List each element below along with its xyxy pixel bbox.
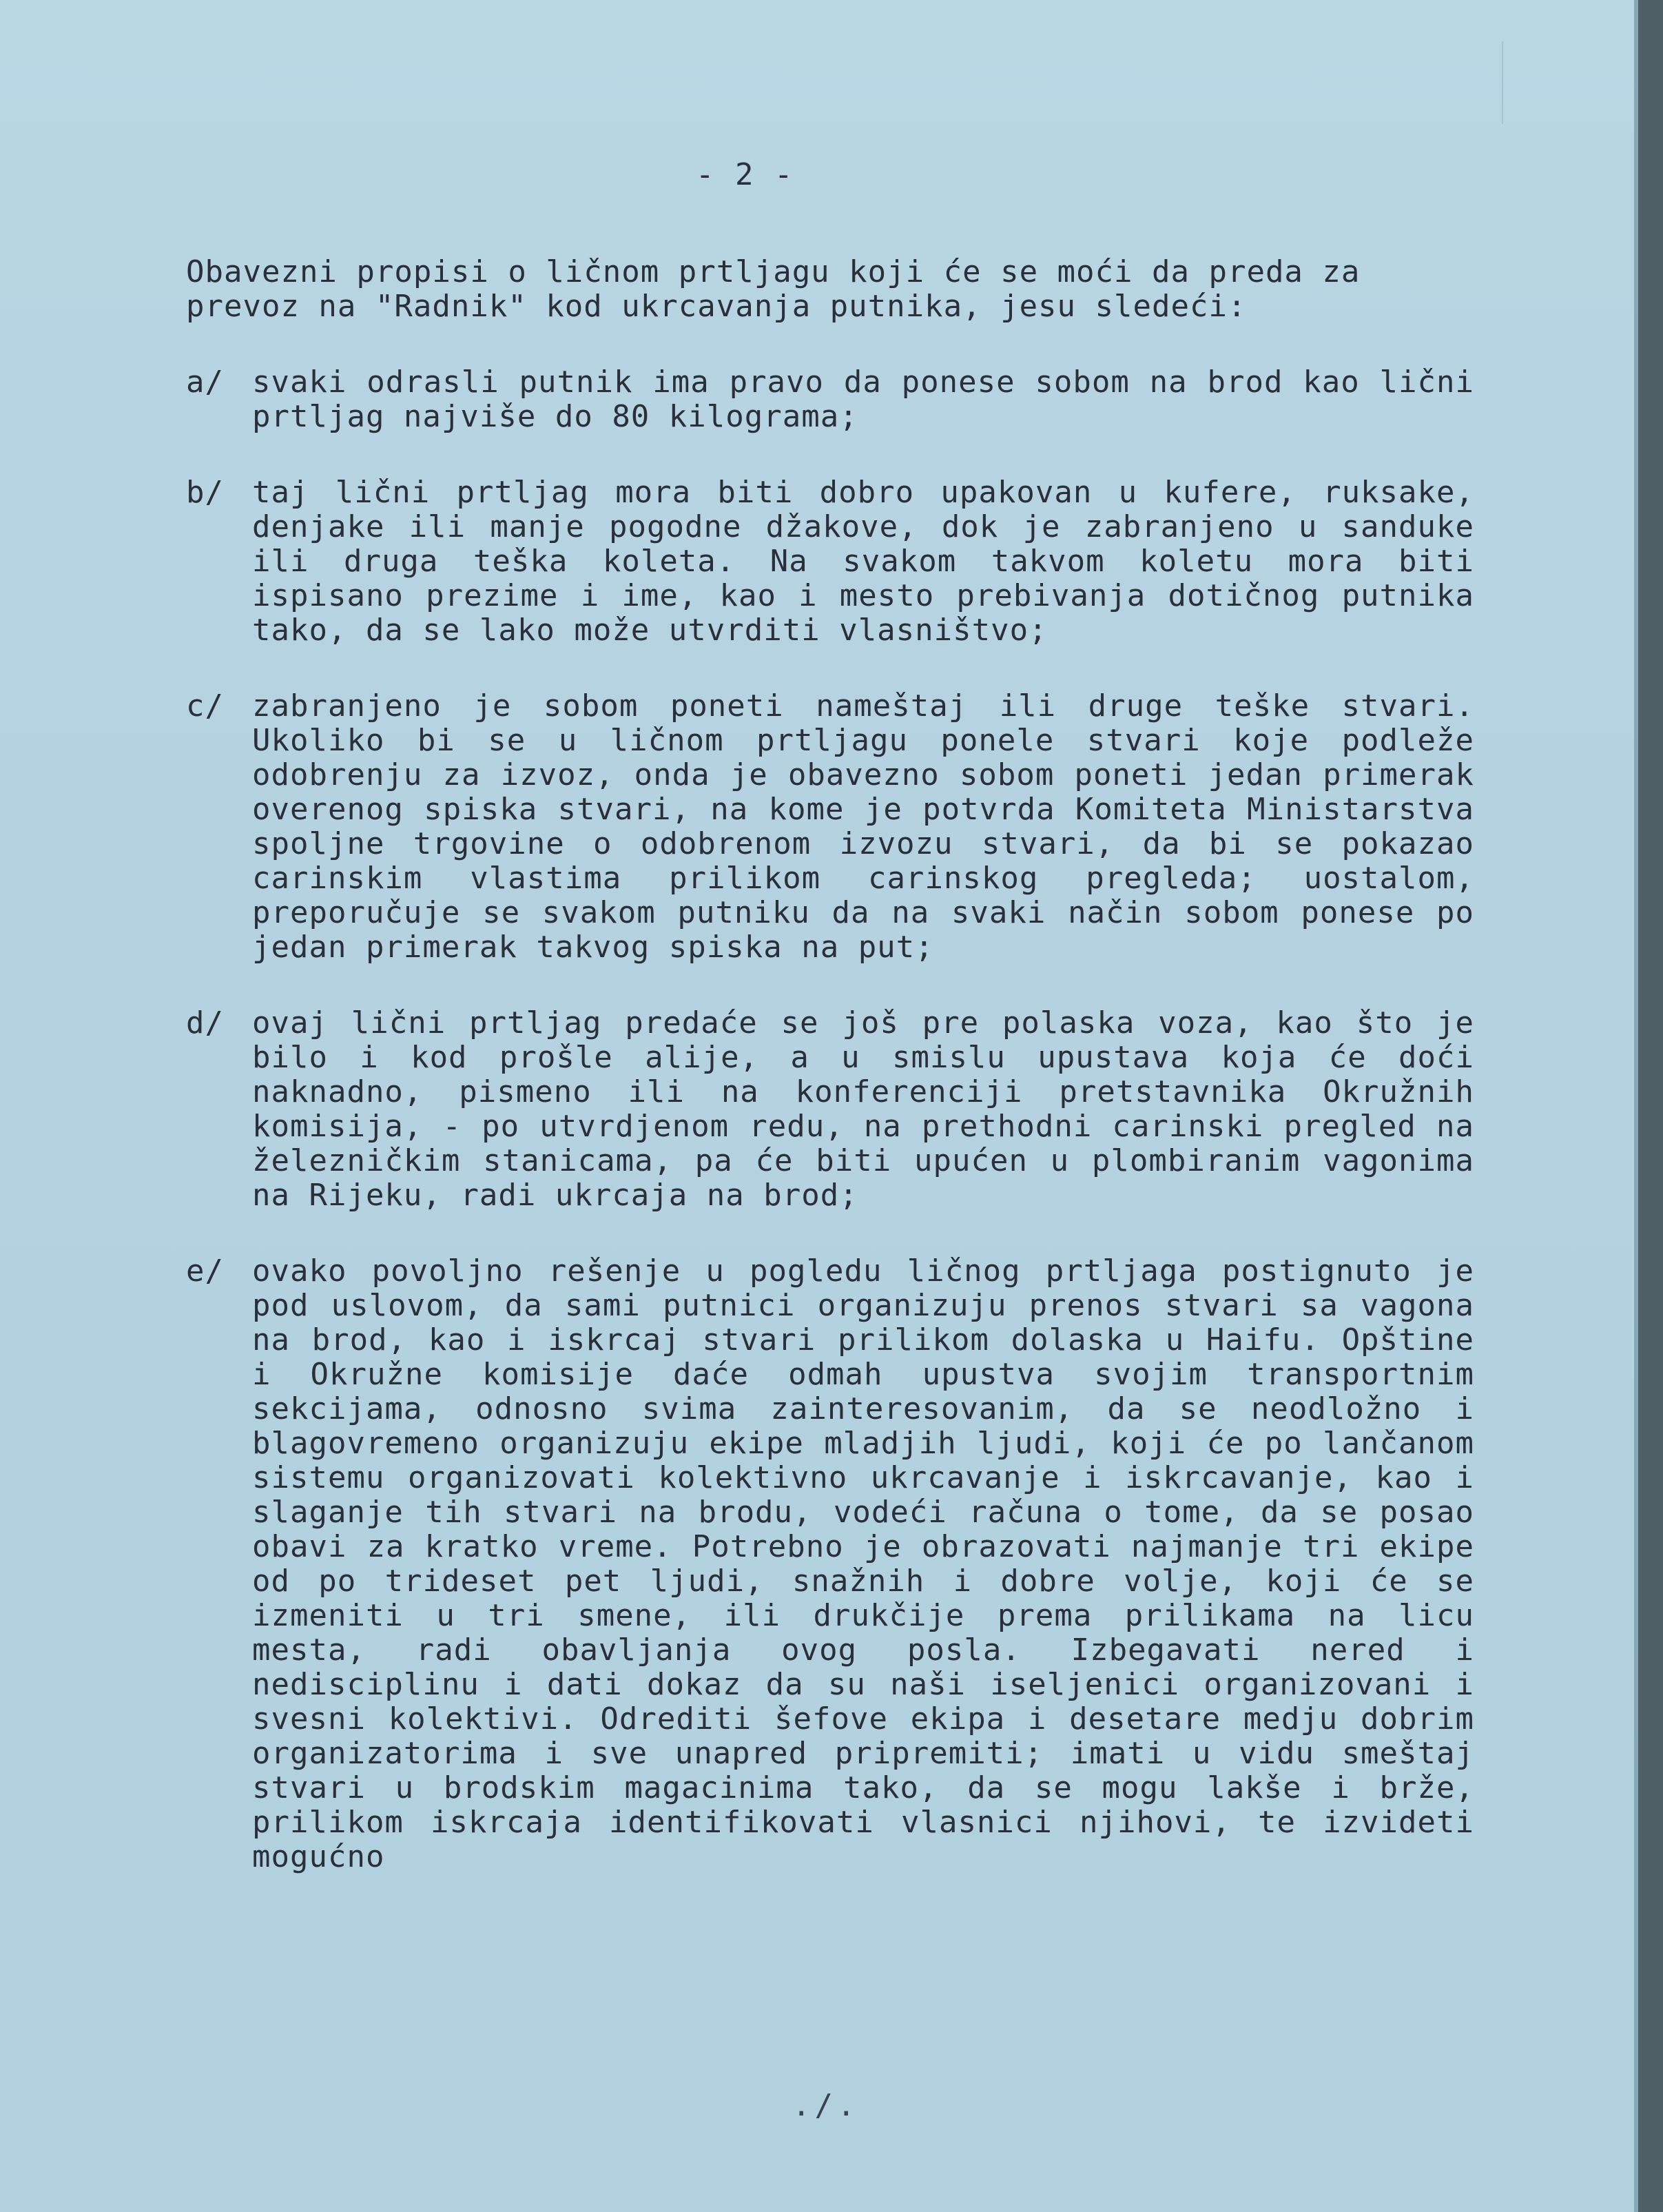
list-item bbox=[186, 689, 1474, 965]
item-paragraph: ovako povoljno rešenje u pogledu ličnog prtljaga postignuto je pod uslovom, da sami putnici organizuju prenos stvari sa vagona na brod, kao i iskrcaj stvari prilikom dolaska u Haifu. Opštine i Okružne komisije daće odmah upustva svojim transportnim sekcijama, odnosno svima zainteresovanim, da se neodložno i blagovremeno organizuju ekipe mladjih ljudi, koji će po lančanom sistemu organizovati kolektivno ukrcavanje i iskrcavanje, kao i slaganje tih stvari na brodu, vodeći računa o tome, da se posao obavi za kratko vreme. Potrebno je obrazovati najmanje tri ekipe od po trideset pet ljudi, snažnih i dobre volje, koji će se izmeniti u tri smene, ili drukčije prema prilikama na licu mesta, radi obavljanja ovog posla. Izbegavati nered i nedisciplinu i dati dokaz da su naši iseljenici organizovani i svesni kolektivi. Odrediti šefove ekipa i desetare medju dobrim organizatorima i sve unapred pripremiti; imati u vidu smeštaj stvari u brodskim magacinima tako, da se mogu lakše i brže, prilikom iskrcaja identifikovati vlasnici njihovi, te izvideti mogućno bbox=[252, 1253, 1474, 1874]
page-number: - 2 - bbox=[696, 157, 794, 192]
scan-edge-highlight bbox=[1634, 0, 1638, 2212]
item-paragraph: zabranjeno je sobom poneti nameštaj ili druge teške stvari. Ukoliko bi se u ličnom prtljagu ponele stvari koje podleže odobrenju za izvoz, onda je obavezno sobom poneti jedan primerak overenog spiska stvari, na kome je potvrda Komiteta Ministarstva spoljne trgovine o odobrenom izvozu stvari, da bi se pokazao carinskim vlastima prilikom carinskog pregleda; uostalom, preporučuje se svakom putniku da na svaki način sobom ponese po jedan primerak takvog spiska na put; bbox=[252, 688, 1474, 965]
item-marker: e/ bbox=[186, 1253, 224, 1289]
intro-text: Obavezni propisi o ličnom prtljagu koji će se moći da preda za prevoz na "Radnik" kod ukrcavanja putnika, jesu sledeći: bbox=[186, 254, 1361, 324]
item-text bbox=[252, 689, 1474, 965]
item-paragraph: svaki odrasli putnik ima pravo da ponese sobom na brod kao lični prtljag najviše do 80 kilograma; bbox=[252, 365, 1474, 434]
item-marker: a/ bbox=[186, 365, 224, 400]
item-marker: d/ bbox=[186, 1005, 224, 1041]
item-paragraph: ovaj lični prtljag predaće se još pre polaska voza, kao što je bilo i kod prošle alije, a u smislu upustava koja će doći naknadno, pismeno ili na konferenciji pretstavnika Okružnih komisija, - po utvrdjenom redu, na prethodni carinski pregled na železničkim stanicama, pa će biti upućen u plombiranim vagonima na Rijeku, radi ukrcaja na brod; bbox=[252, 1005, 1474, 1213]
continuation-mark: ./. bbox=[792, 2088, 860, 2123]
item-text bbox=[252, 475, 1474, 648]
item-paragraph: taj lični prtljag mora biti dobro upakovan u kufere, ruksake, denjake ili manje pogodne džakove, dok je zabranjeno u sanduke ili druga teška koleta. Na svakom takvom koletu mora biti ispisano prezime i ime, kao i mesto prebivanja dotičnog putnika tako, da se lako može utvrditi vlasništvo; bbox=[252, 475, 1474, 648]
item-text bbox=[252, 1254, 1474, 1874]
document-body bbox=[186, 255, 1474, 1874]
list-item bbox=[186, 1254, 1474, 1874]
bleed-through-mark bbox=[1502, 41, 1524, 124]
scan-edge bbox=[1634, 0, 1663, 2212]
item-text bbox=[252, 1006, 1474, 1213]
item-marker: b/ bbox=[186, 475, 224, 510]
list-item bbox=[186, 475, 1474, 648]
list-item bbox=[186, 1006, 1474, 1213]
intro-paragraph bbox=[186, 255, 1474, 324]
item-text bbox=[252, 365, 1474, 434]
list-item bbox=[186, 365, 1474, 434]
item-marker: c/ bbox=[186, 688, 224, 724]
